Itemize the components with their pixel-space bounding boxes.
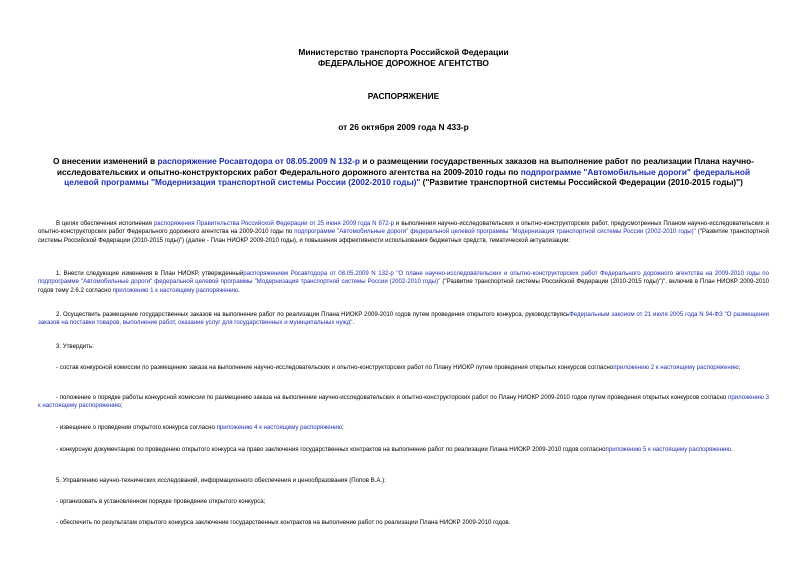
paragraph-item-1 xyxy=(38,270,769,295)
issuer-block xyxy=(0,47,807,69)
paragraph-text: и выполнения научно-исследовательских и опытно-конструкторских работ, предусмотренных Планом научно-исследовательских и опытно-конструкторских работ Федерального дорожного агентства на 2009-2010 годы по xyxy=(38,220,769,236)
heading-text: ("Развитие транспортной системы Российской Федерации (2010-2015 годы)") xyxy=(420,177,743,188)
paragraph-text: ; xyxy=(342,424,344,431)
link-subprogram[interactable]: подпрограмме "Автомобильные дороги" федеральной целевой программы "Модернизация транспортной системы России (2002-2010 годы)" xyxy=(38,278,441,286)
link-subprogram[interactable]: подпрограмме "Автомобильные дороги" федеральной целевой программы "Модернизация транспортной системы России (2002-2010 годы)" xyxy=(294,228,696,236)
paragraph-text: . xyxy=(238,286,240,294)
paragraph-text: ; xyxy=(738,364,741,371)
link-appendix-5[interactable]: приложению 5 к настоящему распоряжению xyxy=(605,446,731,453)
link-government-order[interactable]: распоряжения Правительства Российской Федерации от 25 июня 2009 года N 872-р xyxy=(153,220,395,227)
link-appendix-4[interactable]: приложению 4 к настоящему распоряжению xyxy=(216,424,343,431)
paragraph-text: - конкурсную документацию по проведению открытого конкурса на право заключения государственных контрактов на выполнение работ по реализации Плана НИОКР 2009-2010 годов согласно xyxy=(56,446,606,453)
link-appendix-2[interactable]: приложению 2 к настоящему распоряжению xyxy=(613,364,739,371)
paragraph-text: ("Развитие транспортной системы Российской Федерации (2010-2015 годы)") (далее - План НИОКР 2009-2010 годы), и повышения эффективности использования бюджетных средств, тематической актуализации: xyxy=(38,228,770,244)
paragraph-item-3: 3. Утвердить: xyxy=(56,343,94,350)
paragraph-intro xyxy=(38,220,769,245)
paragraph-text: 1. Внести следующие изменения в План НИОКР, утвержденный xyxy=(56,270,244,277)
paragraph-text: - положение о порядке работы конкурсной комиссии по размещению заказа на выполнение научно-исследовательских и опытно-конструкторских работ по Плану НИОКР 2009-2010 годов путем проведения открытых конкурсов согласно xyxy=(56,394,729,401)
paragraph-text: - состав конкурсной комиссии по размещению заказа на выполнение научно-исследовательских и опытно-конструкторских работ по Плану НИОКР путем проведения открытых конкурсов согласно xyxy=(56,364,614,371)
heading-text: и о размещении государственных заказов на выполнение работ по реализации Плана научно-исследовательских и опытно-конструкторских работ Федерального дорожного агентства на 2009-2010 годы по xyxy=(56,156,754,177)
paragraph-item-3-regulation xyxy=(38,394,769,411)
document-date: от 26 октября 2009 года N 433-р xyxy=(338,122,469,132)
paragraph-text: 2. Осуществить размещение государственных заказов на выполнение работ по реализации Плана НИОКР 2009-2010 годов путем проведения открытого конкурса, руководствуясь xyxy=(56,311,570,318)
link-appendix-1[interactable]: приложению 1 к настоящему распоряжению xyxy=(112,286,239,294)
paragraph-item-3-documentation xyxy=(38,446,769,454)
heading-link-subprogram[interactable]: подпрограмме "Автомобильные дороги" федеральной целевой программы "Модернизация транспортной системы России (2002-2010 годы)" xyxy=(64,166,751,188)
heading-text: О внесении изменений в xyxy=(53,156,158,166)
document-heading xyxy=(40,156,767,188)
document-type: РАСПОРЯЖЕНИЕ xyxy=(367,91,440,101)
paragraph-item-5-contracts: - обеспечить по результатам открытого конкурса заключение государственных контрактов на выполнение работ по реализации Плана НИОКР 2009-2010 годов. xyxy=(56,519,511,526)
link-order-132[interactable]: распоряжением Росавтодора от 08.05.2009 N 132-р "О плане научно-исследовательских и опытно-конструкторских работ Федерального дорожного агентства на 2009-2010 годы по xyxy=(243,270,769,277)
paragraph-item-3-commission xyxy=(38,364,769,372)
heading-link-order[interactable]: распоряжение Росавтодора от 08.05.2009 N 132-р xyxy=(157,156,360,166)
link-federal-law-94[interactable]: Федеральным законом от 21 июля 2005 года N 94-ФЗ "О размещении заказов на поставки товаров, выполнение работ, оказание услуг для государственных и муниципальных нужд" xyxy=(38,311,769,327)
paragraph-item-5-organize: - организовать в установленном порядке проведение открытого конкурса; xyxy=(56,498,266,505)
paragraph-text: ("Развитие транспортной системы Российской Федерации (2010-2015 годы)")", включив в План НИОКР 2009-2010 годов тему 2.6.2 согласно xyxy=(38,278,769,294)
link-appendix-3[interactable]: приложению 3 к настоящему распоряжению xyxy=(38,394,769,410)
paragraph-text: ; xyxy=(120,402,123,410)
paragraph-text: . xyxy=(352,319,355,327)
paragraph-text: . xyxy=(730,446,733,453)
paragraph-item-3-notice xyxy=(38,424,769,432)
paragraph-text: - извещение о проведении открытого конкурса согласно xyxy=(56,424,217,431)
paragraph-text: В целях обеспечения исполнения xyxy=(56,220,154,227)
paragraph-item-2 xyxy=(38,311,769,328)
ministry-name: Министерство транспорта Российской Федерации xyxy=(298,47,509,57)
paragraph-item-5: 5. Управлению научно-технических исследований, информационного обеспечения и ценообразования (Попов В.А.): xyxy=(56,477,386,484)
agency-name: ФЕДЕРАЛЬНОЕ ДОРОЖНОЕ АГЕНТСТВО xyxy=(318,58,489,68)
